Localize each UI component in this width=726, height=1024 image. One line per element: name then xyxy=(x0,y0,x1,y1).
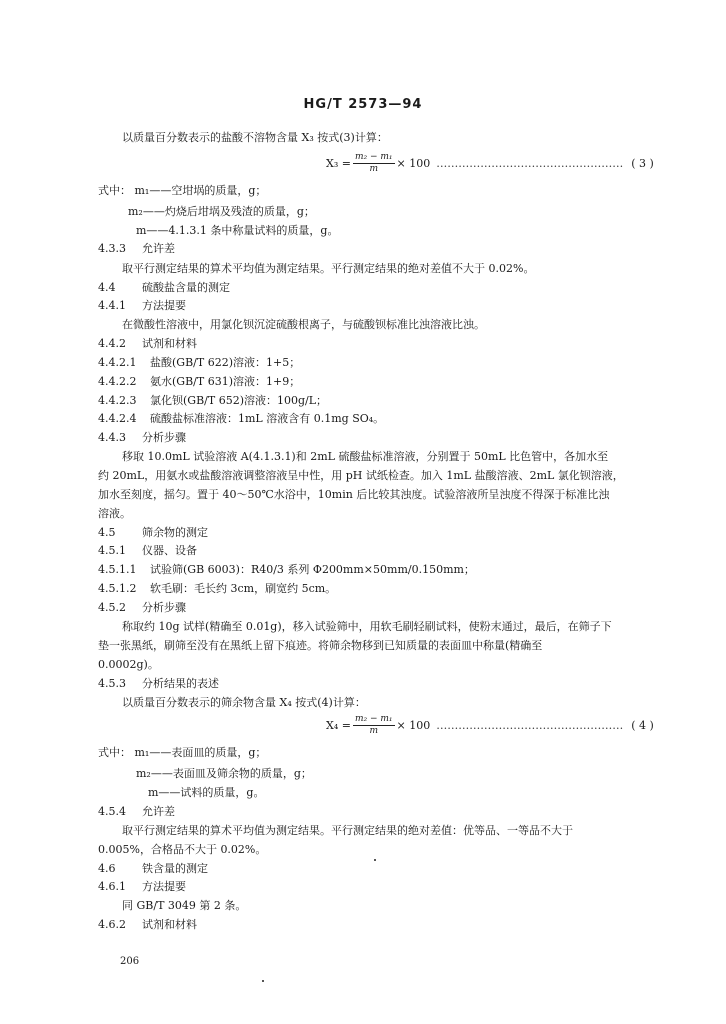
section-number: 4.3.3 xyxy=(98,242,126,255)
section-4-5-4-line-1: 取平行测定结果的算术平均值为测定结果。平行测定结果的绝对差值：优等品、一等品不大于 xyxy=(122,824,573,837)
item-number: 4.4.2.1 xyxy=(98,356,137,369)
formula-intro-3: 以质量百分数表示的盐酸不溶物含量 X₃ 按式(3)计算： xyxy=(122,131,388,144)
item-number: 4.4.2.2 xyxy=(98,375,137,388)
section-title: 分析步骤 xyxy=(142,601,186,614)
formula-3 xyxy=(326,152,654,175)
section-title: 方法提要 xyxy=(142,880,186,893)
scan-speck xyxy=(262,980,264,982)
where-4-var-3: m——试料的质量，g。 xyxy=(148,786,265,799)
list-item xyxy=(98,375,300,389)
where-4-label: 式中： xyxy=(98,746,131,759)
page-header: HG/T 2573—94 xyxy=(303,97,423,112)
formula-3-lhs: X₃ = xyxy=(326,157,351,170)
page-number: 206 xyxy=(120,956,140,967)
item-text: 氯化钡(GB/T 652)溶液：100g/L； xyxy=(150,394,328,407)
section-4-5-2-line-1: 称取约 10g 试样(精确至 0.01g)，移入试验筛中，用软毛刷轻刷试料，使粉末通过，最后，在筛子下 xyxy=(122,620,612,633)
section-4-5-3-heading xyxy=(98,677,219,691)
formula-3-leader-dots: …………………………………………… xyxy=(436,157,624,170)
section-4-4-2-heading xyxy=(98,337,197,351)
section-4-4-3-line-1: 移取 10.0mL 试验溶液 A(4.1.3.1)和 2mL 硫酸盐标准溶液，分别置于 50mL 比色管中，各加水至 xyxy=(122,450,609,463)
section-4-4-1-text: 在微酸性溶液中，用氯化钡沉淀硫酸根离子，与硫酸钡标准比浊溶液比浊。 xyxy=(122,318,485,331)
section-4-6-heading xyxy=(98,862,208,876)
section-4-5-4-heading xyxy=(98,805,175,819)
section-title: 方法提要 xyxy=(142,299,186,312)
list-item xyxy=(98,394,327,408)
section-4-4-3-line-2: 约 20mL，用氨水或盐酸溶液调整溶液呈中性，用 pH 试纸检查。加入 1mL 盐酸溶液、2mL 氯化钡溶液， xyxy=(98,469,624,482)
section-number: 4.4.2 xyxy=(98,337,126,350)
section-4-4-heading xyxy=(98,281,230,295)
section-number: 4.6.2 xyxy=(98,918,126,931)
where-3-var-3: m——4.1.3.1 条中称量试料的质量，g。 xyxy=(136,224,339,237)
section-number: 4.5.4 xyxy=(98,805,126,818)
formula-3-rhs: × 100 xyxy=(396,157,431,170)
formula-4-fraction xyxy=(353,714,395,737)
list-item xyxy=(98,563,475,577)
formula-3-numerator: m₂ − m₁ xyxy=(354,152,393,162)
section-number: 4.6 xyxy=(98,862,116,875)
formula-4-lhs: X₄ = xyxy=(326,719,351,732)
section-number: 4.6.1 xyxy=(98,880,126,893)
section-4-3-3-heading xyxy=(98,242,175,256)
section-title: 铁含量的测定 xyxy=(142,862,208,875)
where-3-var-1: m₁——空坩埚的质量，g； xyxy=(134,184,267,197)
section-4-4-3-heading xyxy=(98,431,186,445)
section-number: 4.5 xyxy=(98,526,116,539)
section-title: 允许差 xyxy=(142,805,175,818)
item-text: 硫酸盐标准溶液：1mL 溶液含有 0.1mg SO₄。 xyxy=(150,412,385,425)
where-3-label: 式中： xyxy=(98,184,131,197)
formula-3-fraction xyxy=(353,152,395,175)
formula-4-denominator: m xyxy=(369,726,379,736)
item-text: 软毛刷：毛长约 3cm，刷宽约 5cm。 xyxy=(150,582,337,595)
section-number: 4.4 xyxy=(98,281,116,294)
formula-4 xyxy=(326,714,654,737)
item-text: 试验筛(GB 6003)：R40/3 系列 Φ200mm×50mm/0.150mm； xyxy=(150,563,475,576)
section-number: 4.5.3 xyxy=(98,677,126,690)
scan-speck xyxy=(374,859,376,861)
where-4-var-1: m₁——表面皿的质量，g； xyxy=(134,746,267,759)
formula-3-eq-number: ( 3 ) xyxy=(631,157,654,170)
section-number: 4.5.2 xyxy=(98,601,126,614)
section-title: 筛余物的测定 xyxy=(142,526,208,539)
formula-intro-4: 以质量百分数表示的筛余物含量 X₄ 按式(4)计算： xyxy=(122,696,366,709)
section-title: 允许差 xyxy=(142,242,175,255)
section-4-5-2-heading xyxy=(98,601,186,615)
item-text: 氨水(GB/T 631)溶液：1+9； xyxy=(150,375,301,388)
section-title: 仪器、设备 xyxy=(142,544,197,557)
section-title: 分析结果的表述 xyxy=(142,677,219,690)
where-3-line-1 xyxy=(98,184,266,198)
section-4-6-1-text: 同 GB/T 3049 第 2 条。 xyxy=(122,899,247,912)
section-4-5-2-line-2: 垫一张黑纸，刷筛至没有在黑纸上留下痕迹。将筛余物移到已知质量的表面皿中称量(精确至 xyxy=(98,639,543,652)
section-number: 4.4.1 xyxy=(98,299,126,312)
item-number: 4.4.2.3 xyxy=(98,394,137,407)
section-4-4-3-line-3: 加水至刻度，摇匀。置于 40～50℃水浴中，10min 后比较其浊度。试验溶液所呈浊度不得深于标准比浊 xyxy=(98,488,610,501)
formula-4-rhs: × 100 xyxy=(396,719,431,732)
section-4-4-1-heading xyxy=(98,299,186,313)
section-4-5-4-line-2: 0.005%，合格品不大于 0.02%。 xyxy=(98,843,267,856)
item-text: 盐酸(GB/T 622)溶液：1+5； xyxy=(150,356,301,369)
section-4-6-2-heading xyxy=(98,918,197,932)
formula-3-denominator: m xyxy=(369,164,379,174)
list-item xyxy=(98,582,336,596)
section-title: 试剂和材料 xyxy=(142,337,197,350)
item-number: 4.5.1.1 xyxy=(98,563,137,576)
section-title: 硫酸盐含量的测定 xyxy=(142,281,230,294)
section-title: 分析步骤 xyxy=(142,431,186,444)
where-4-line-1 xyxy=(98,746,266,760)
section-number: 4.5.1 xyxy=(98,544,126,557)
item-number: 4.5.1.2 xyxy=(98,582,137,595)
section-4-4-3-line-4: 溶液。 xyxy=(98,507,131,520)
where-3-var-2: m₂——灼烧后坩埚及残渣的质量，g； xyxy=(128,205,315,218)
item-number: 4.4.2.4 xyxy=(98,412,137,425)
section-4-5-heading xyxy=(98,526,208,540)
list-item xyxy=(98,356,300,370)
formula-4-leader-dots: …………………………………………… xyxy=(436,719,624,732)
list-item xyxy=(98,412,384,426)
section-number: 4.4.3 xyxy=(98,431,126,444)
section-4-5-2-line-3: 0.0002g)。 xyxy=(98,658,159,671)
formula-4-eq-number: ( 4 ) xyxy=(631,719,654,732)
formula-4-numerator: m₂ − m₁ xyxy=(354,714,393,724)
section-4-5-1-heading xyxy=(98,544,197,558)
where-4-var-2: m₂——表面皿及筛余物的质量，g； xyxy=(136,767,312,780)
section-4-3-3-text: 取平行测定结果的算术平均值为测定结果。平行测定结果的绝对差值不大于 0.02%。 xyxy=(122,262,535,275)
section-4-6-1-heading xyxy=(98,880,186,894)
section-title: 试剂和材料 xyxy=(142,918,197,931)
